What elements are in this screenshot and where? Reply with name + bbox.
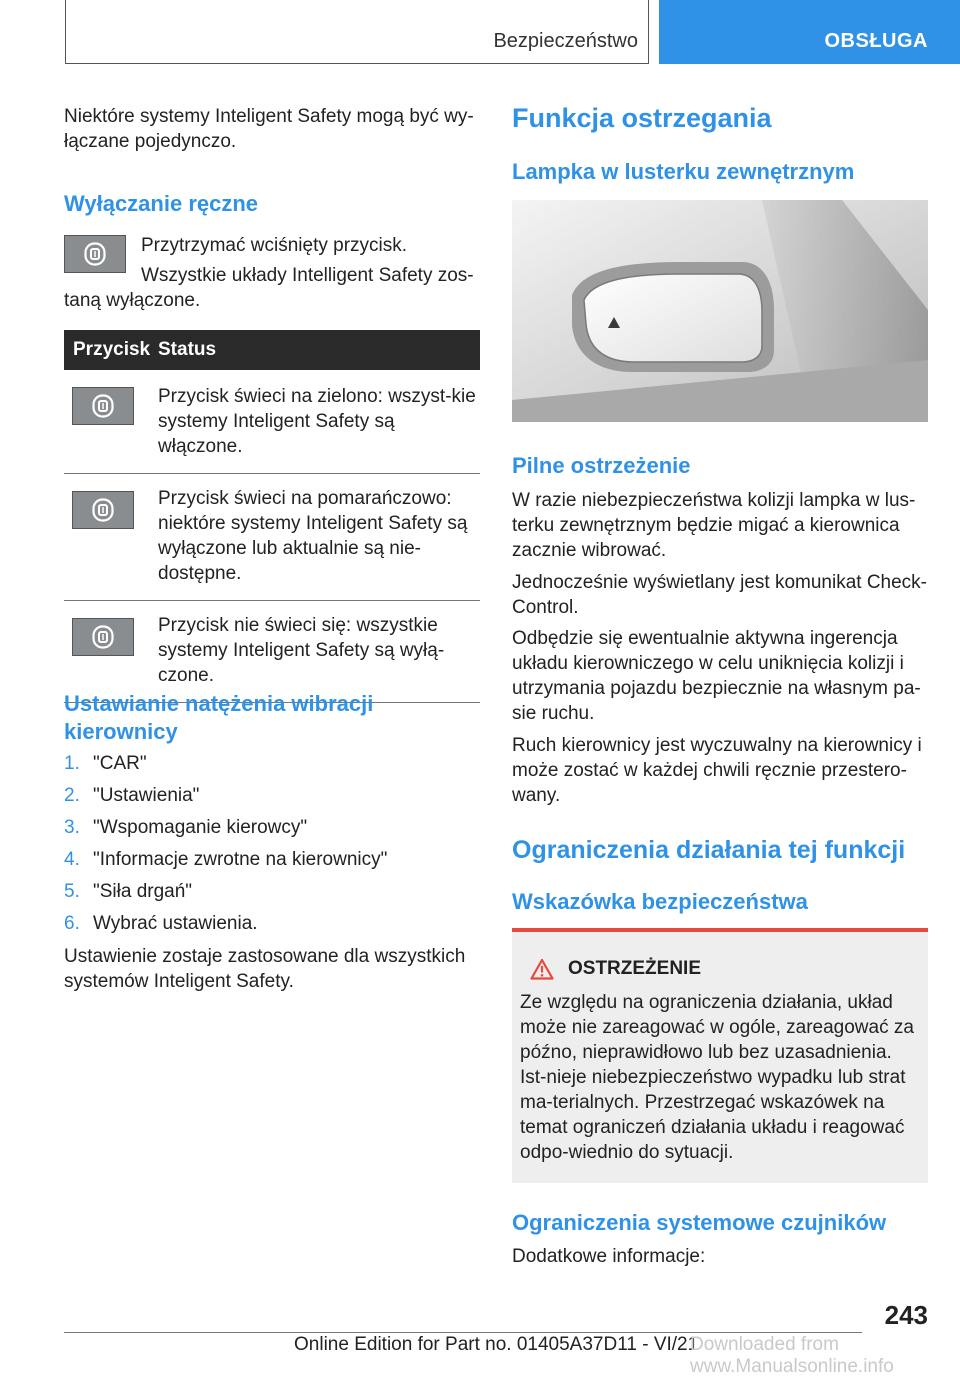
list-item: 6. Wybrać ustawienia. (64, 913, 258, 934)
manual-off-step: Przytrzymać wciśnięty przycisk. (141, 235, 408, 256)
safety-button-icon (72, 618, 134, 656)
urgent-paragraph-4: Ruch kierownicy jest wyczuwalny na kierownicy i może zostać w każdej chwili ręcznie przestero-wany. (512, 735, 922, 806)
safety-button-icon (72, 491, 134, 529)
edition-text: Online Edition for Part no. 01405A37D11 - VI/21 (294, 1334, 699, 1355)
sensor-limits-text: Dodatkowe informacje: (512, 1246, 706, 1267)
page-number: 243 (884, 1300, 928, 1330)
safety-button-icon (72, 387, 134, 425)
safety-note-heading: Wskazówka bezpieczeństwa (512, 889, 808, 914)
manual-off-heading: Wyłączanie ręczne (64, 191, 259, 216)
list-item: 1. "CAR" (64, 753, 147, 774)
table-cell-status: Przycisk świeci na pomarańczowo: niektóre systemy Inteligent Safety są wyłączone lub aktualnie są nie-dostępne. (158, 474, 480, 601)
warning-box (512, 928, 928, 1183)
watermark-text: Downloaded from www.Manualsonline.info (690, 1334, 894, 1377)
table-cell-status: Przycisk nie świeci się: wszystkie systemy Inteligent Safety są wyłą-czone. (158, 601, 480, 703)
table-header-row (64, 330, 480, 370)
header-section-title: Bezpieczeństwo (493, 30, 638, 52)
sensor-limits-heading: Ograniczenia systemowe czujników (512, 1210, 887, 1235)
urgent-paragraph-1: W razie niebezpieczeństwa kolizji lampka w lus-terku zewnętrznym będzie migać a kierownica zacznie wibrować. (512, 490, 916, 561)
warning-text: Ze względu na ograniczenia działania, układ może nie zareagować w ogóle, zareagować za późno, nieprawidłowo lub bez uzasadnienia. Ist-nieje niebezpieczeństwo wypadku lub strat ma-terialnych. Przestrzegać wskazówek na temat ograniczeń działania układu i reagować odpo-wiednio do sytuacji. (520, 992, 914, 1163)
mirror-lamp-heading: Lampka w lusterku zewnętrznym (512, 159, 855, 184)
list-item: 2. "Ustawienia" (64, 785, 200, 806)
list-item: 4. "Informacje zwrotne na kierownicy" (64, 849, 388, 870)
list-item: 5. "Siła drgań" (64, 881, 193, 902)
steps-list (64, 748, 480, 940)
warning-triangle-icon (530, 958, 554, 980)
intro-paragraph: Niektóre systemy Inteligent Safety mogą być wy-łączane pojedynczo. (64, 106, 474, 152)
mirror-image (512, 200, 928, 422)
table-row (64, 370, 480, 474)
urgent-paragraph-2: Jednocześnie wyświetlany jest komunikat Check-Control. (512, 572, 928, 618)
header-section-box (65, 0, 649, 64)
vibration-heading: Ustawianie natężenia wibracji kierownicy (64, 691, 374, 744)
warning-title: OSTRZEŻENIE (568, 958, 702, 979)
limits-heading: Ograniczenia działania tej funkcji (512, 836, 906, 864)
status-table (64, 330, 480, 703)
list-item: 3. "Wspomaganie kierowcy" (64, 817, 308, 838)
warning-function-heading: Funkcja ostrzegania (512, 103, 772, 133)
urgent-warning-heading: Pilne ostrzeżenie (512, 453, 691, 478)
footer-divider (64, 1332, 862, 1333)
table-header-button: Przycisk (64, 330, 158, 370)
table-cell-status: Przycisk świeci na zielono: wszyst-kie systemy Inteligent Safety są włączone. (158, 370, 480, 474)
manual-off-result: Wszystkie układy Intelligent Safety zos-taną wyłączone. (64, 265, 474, 311)
table-row (64, 601, 480, 703)
outro-paragraph: Ustawienie zostaje zastosowane dla wszystkich systemów Inteligent Safety. (64, 946, 466, 992)
table-row (64, 474, 480, 601)
header-chapter-tab: OBSŁUGA (659, 0, 960, 64)
side-mirror-illustration (512, 200, 928, 422)
urgent-paragraph-3: Odbędzie się ewentualnie aktywna ingerencja układu kierowniczego w celu uniknięcia kolizji i utrzymania pojazdu bezpiecznie na własnym pa-sie ruchu. (512, 628, 921, 724)
table-header-status: Status (158, 330, 480, 370)
